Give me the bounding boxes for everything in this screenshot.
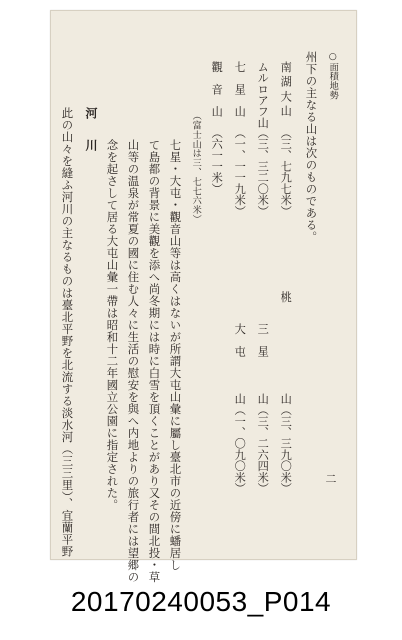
intro-line: 州下の主なる山は次のものである。 [304,51,319,243]
section-title: ○面積地勢 [327,51,339,100]
mountain-name: 三 星 [256,323,270,357]
page-number: 二 [324,473,337,484]
mountain-name: 南 湖 大 山 [279,61,293,117]
mountain-height: （三、三二〇米） [256,127,270,217]
mountain-height: 山（三、三九〇米） [279,393,293,494]
image-caption: 20170240053_P014 [70,586,332,617]
fuji-note: （富士山は三、七七六米） [190,111,202,224]
mountain-height: （一、一一九米） [233,127,247,217]
river-line: 此の山々を縫ふ河川の主なるものは臺北平野を北流する淡水河（三三里）、宜蘭平野 [60,107,75,558]
mountain-name: 大 屯 [233,323,247,357]
paragraph-line: て島都の背景に美觀を添へ尚冬期には時に白雪を頂くことがあり又その間北投・草 [147,139,162,583]
mountain-name: 七 星 山 [233,61,247,117]
mountain-height: 山（一、〇九〇米） [233,393,247,494]
paragraph-line: 山等の温泉が常夏の國に住む人々に生活の慰安を與へ内地よりの旅行者には望郷の [126,139,141,583]
document-page [50,10,357,583]
mountain-name: ムルロアフ山 [256,61,270,129]
mountain-height: （六一一米） [210,127,224,195]
mountain-height: （三、七九七米） [279,127,293,217]
mountain-height: 山（三、二六四米） [256,393,270,494]
paragraph-line: 念を起さして居る大屯山彙一帶は昭和十二年國立公園に指定された。 [105,139,120,511]
paragraph-line: 七星・大屯・觀音山等は高くはないが所謂大屯山彙に屬し臺北市の近傍に蟠居し [168,139,183,571]
mountain-name: 桃 [279,291,293,303]
river-heading: 河 川 [84,107,98,155]
mountain-name: 觀 音 山 [210,61,224,117]
